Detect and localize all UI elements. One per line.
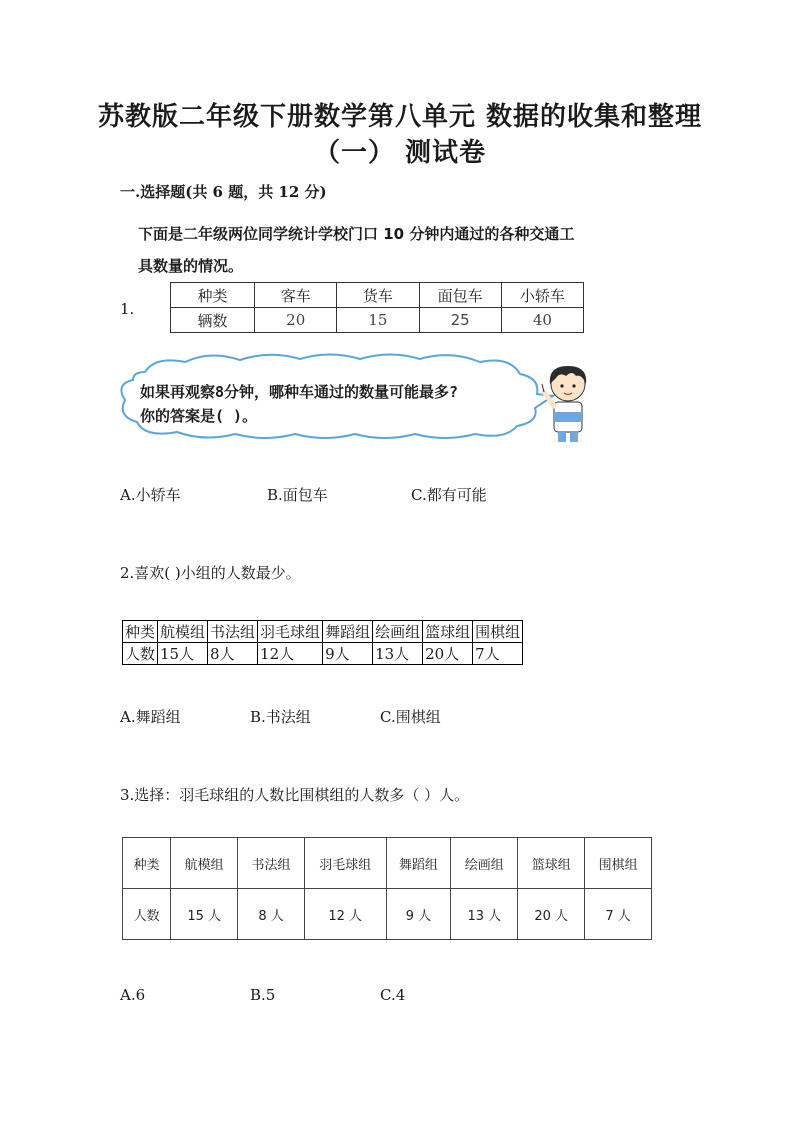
section-heading: 一.选择题(共 6 题，共 12 分) [120,183,327,201]
q1-option-c[interactable]: C.都有可能 [411,486,487,504]
table-cell: 8人 [208,643,258,665]
table-header-cell: 书法组 [208,621,258,643]
table-cell: 13人 [373,643,423,665]
table-header-cell: 围棋组 [585,838,652,889]
table-row [123,889,652,940]
table-header-cell: 货车 [337,283,419,308]
table-cell: 15人 [158,643,208,665]
table-cell: 人数 [123,643,158,665]
table-cell: 15 人 [171,889,238,940]
table-header-cell: 书法组 [238,838,305,889]
boy-illustration [536,362,598,444]
table-header-cell: 舞蹈组 [323,621,373,643]
q1-option-a[interactable]: A.小轿车 [120,486,181,504]
table-cell: 7 人 [585,889,652,940]
table-cell: 15 [337,308,419,333]
table-header-cell: 绘画组 [451,838,518,889]
table-header-cell: 绘画组 [373,621,423,643]
table-header-cell: 航模组 [158,621,208,643]
page-title-line2: （一） 测试卷 [313,138,487,168]
table-cell: 8 人 [238,889,305,940]
table-header-cell: 羽毛球组 [304,838,386,889]
table-header-cell: 航模组 [171,838,238,889]
q1-number: 1. [120,300,135,318]
table-header-cell: 围棋组 [473,621,523,643]
table-cell: 12 人 [304,889,386,940]
q2-text: 2.喜欢( )小组的人数最少。 [120,564,301,582]
table-header-cell: 小轿车 [501,283,583,308]
q2-option-b[interactable]: B.书法组 [250,708,311,726]
q2-option-a[interactable]: A.舞蹈组 [120,708,181,726]
q1-intro-line1: 下面是二年级两位同学统计学校门口 10 分钟内通过的各种交通工 [138,225,575,243]
table-cell: 12人 [258,643,323,665]
table-cell: 25 [419,308,501,333]
q1-bubble-line2: 你的答案是( )。 [140,407,258,425]
table-header-cell: 面包车 [419,283,501,308]
table-header-cell: 种类 [123,838,171,889]
table-header-cell: 客车 [255,283,337,308]
table-cell: 20人 [423,643,473,665]
q3-text: 3.选择：羽毛球组的人数比围棋组的人数多（ ）人。 [120,786,470,804]
table-cell: 40 [501,308,583,333]
table-row [171,308,584,333]
q1-bubble-line1: 如果再观察8分钟，哪种车通过的数量可能最多? [140,383,459,401]
table-row [123,838,652,889]
table-cell: 7人 [473,643,523,665]
table-cell: 20 [255,308,337,333]
table-header-cell: 种类 [123,621,158,643]
table-cell: 9人 [323,643,373,665]
table-cell: 13 人 [451,889,518,940]
q2-option-c[interactable]: C.围棋组 [380,708,441,726]
q2-group-table [122,620,523,665]
table-header-cell: 羽毛球组 [258,621,323,643]
table-cell: 辆数 [171,308,255,333]
q1-option-b[interactable]: B.面包车 [267,486,328,504]
table-row [123,643,523,665]
table-header-cell: 篮球组 [518,838,585,889]
page-title: 苏教版二年级下册数学第八单元 数据的收集和整理 [97,102,703,132]
q1-vehicle-table [170,282,584,333]
table-cell: 人数 [123,889,171,940]
table-header-cell: 舞蹈组 [386,838,451,889]
q3-option-c[interactable]: C.4 [380,986,406,1004]
table-row [123,621,523,643]
table-header-cell: 种类 [171,283,255,308]
table-cell: 20 人 [518,889,585,940]
q3-option-a[interactable]: A.6 [120,986,146,1004]
q1-intro-line2: 具数量的情况。 [138,257,244,275]
table-row [171,283,584,308]
q3-group-table [122,837,652,940]
table-cell: 9 人 [386,889,451,940]
table-header-cell: 篮球组 [423,621,473,643]
q3-option-b[interactable]: B.5 [250,986,276,1004]
